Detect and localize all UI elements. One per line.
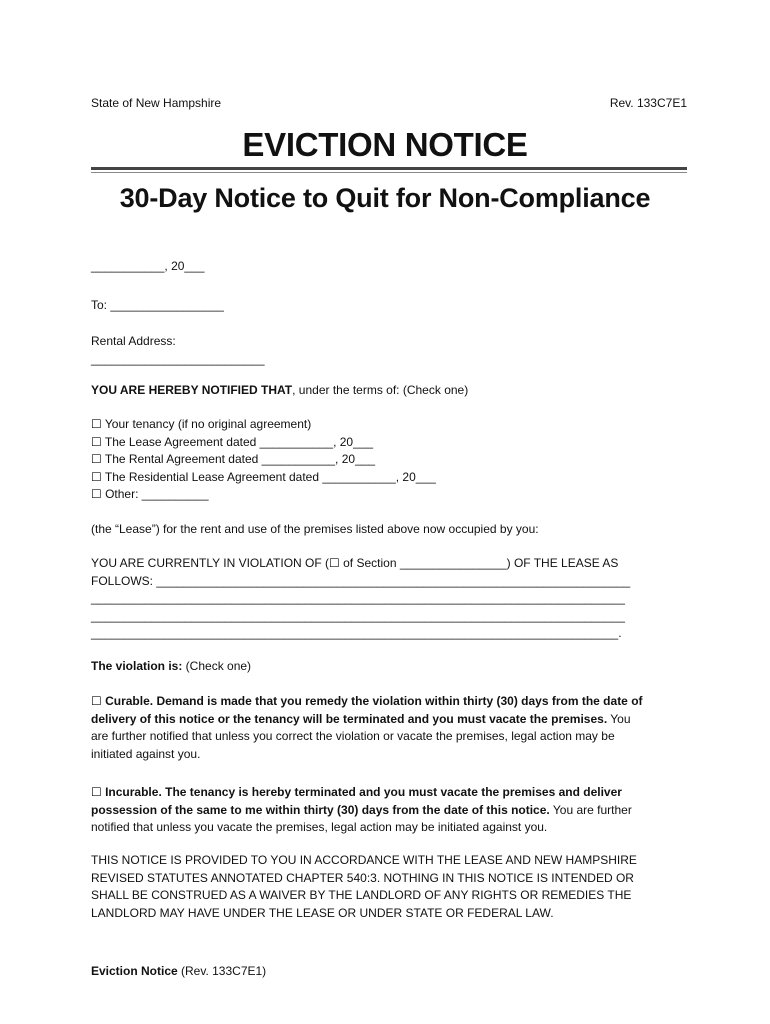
lease-options-list [91, 416, 687, 504]
curable-line: initiated against you. [91, 746, 201, 761]
incurable-line-bold: possession of the same to me within thirty (30) days from the date of this notice. [91, 802, 550, 817]
page-title: EVICTION NOTICE [242, 126, 528, 163]
rental-address-label: Rental Address: [91, 334, 176, 348]
violation-is-rest: (Check one) [182, 659, 252, 673]
footer-rest: (Rev. 133C7E1) [177, 964, 267, 978]
violation-line: _______________________________________________________________________________. [91, 626, 622, 640]
page-subtitle: 30-Day Notice to Quit for Non-Compliance [119, 183, 651, 213]
lease-option-other[interactable]: ☐ Other: __________ [91, 487, 209, 501]
legal-notice-line: THIS NOTICE IS PROVIDED TO YOU IN ACCORDANCE WITH THE LEASE AND NEW HAMPSHIRE [91, 853, 637, 867]
lease-clause: (the “Lease”) for the rent and use of the premises listed above now occupied by you: [91, 522, 539, 536]
incurable-option[interactable] [91, 784, 687, 837]
notified-bold: YOU ARE HEREBY NOTIFIED THAT [91, 383, 293, 397]
legal-notice-line: SHALL BE CONSTRUED AS A WAIVER BY THE LANDLORD OF ANY RIGHTS OR REMEDIES THE [91, 888, 632, 902]
page-footer [91, 963, 687, 981]
notified-statement [91, 382, 687, 400]
violation-is-bold: The violation is: [91, 659, 183, 673]
rental-address-blank: __________________________ [91, 351, 265, 366]
revision-label: Rev. 133C7E1 [609, 96, 687, 110]
incurable-line: notified that unless you vacate the premises, legal action may be initiated against you. [91, 820, 548, 834]
violation-line: ________________________________________________________________________________ [91, 591, 625, 605]
lease-option-rental-agreement[interactable]: ☐ The Rental Agreement dated ___________, 20___ [91, 452, 376, 466]
curable-line-bold: delivery of this notice or the tenancy will be terminated and you must vacate the premises. [91, 711, 608, 726]
incurable-line: ☐ Incurable. The tenancy is hereby terminated and you must vacate the premises and deliver [91, 785, 622, 799]
incurable-line-rest: You are further [549, 802, 632, 817]
curable-line: are further notified that unless you correct the violation or vacate the premises, legal action may be [91, 729, 615, 743]
to-line: To: _________________ [91, 298, 224, 312]
violation-line: ________________________________________________________________________________ [91, 608, 625, 623]
footer-bold: Eviction Notice [91, 964, 178, 978]
lease-option-lease-agreement[interactable]: ☐ The Lease Agreement dated ___________, 20___ [91, 434, 374, 449]
date-line: ___________, 20___ [91, 259, 205, 273]
notified-rest: , under the terms of: (Check one) [292, 383, 469, 397]
title-divider-thick [91, 167, 687, 170]
lease-option-tenancy[interactable]: ☐ Your tenancy (if no original agreement) [91, 417, 312, 431]
rental-address [91, 333, 687, 368]
state-label: State of New Hampshire [91, 96, 222, 110]
legal-notice-line: REVISED STATUTES ANNOTATED CHAPTER 540:3. NOTHING IN THIS NOTICE IS INTENDED OR [91, 870, 634, 885]
curable-line: ☐ Curable. Demand is made that you remedy the violation within thirty (30) days from the date of [91, 694, 643, 708]
lease-option-residential-lease[interactable]: ☐ The Residential Lease Agreement dated ___________, 20___ [91, 469, 436, 484]
legal-notice [91, 852, 687, 922]
violation-line: YOU ARE CURRENTLY IN VIOLATION OF (☐ of Section ________________) OF THE LEASE AS [91, 556, 619, 570]
violation-is [91, 658, 687, 676]
violation-line: FOLLOWS: _______________________________________________________________________ [91, 573, 631, 588]
curable-option[interactable] [91, 693, 687, 763]
title-divider-thin [91, 172, 687, 173]
violation-section [91, 555, 687, 643]
curable-line-rest: You [607, 711, 631, 726]
legal-notice-line: LANDLORD MAY HAVE UNDER THE LEASE OR UNDER STATE OR FEDERAL LAW. [91, 905, 554, 920]
